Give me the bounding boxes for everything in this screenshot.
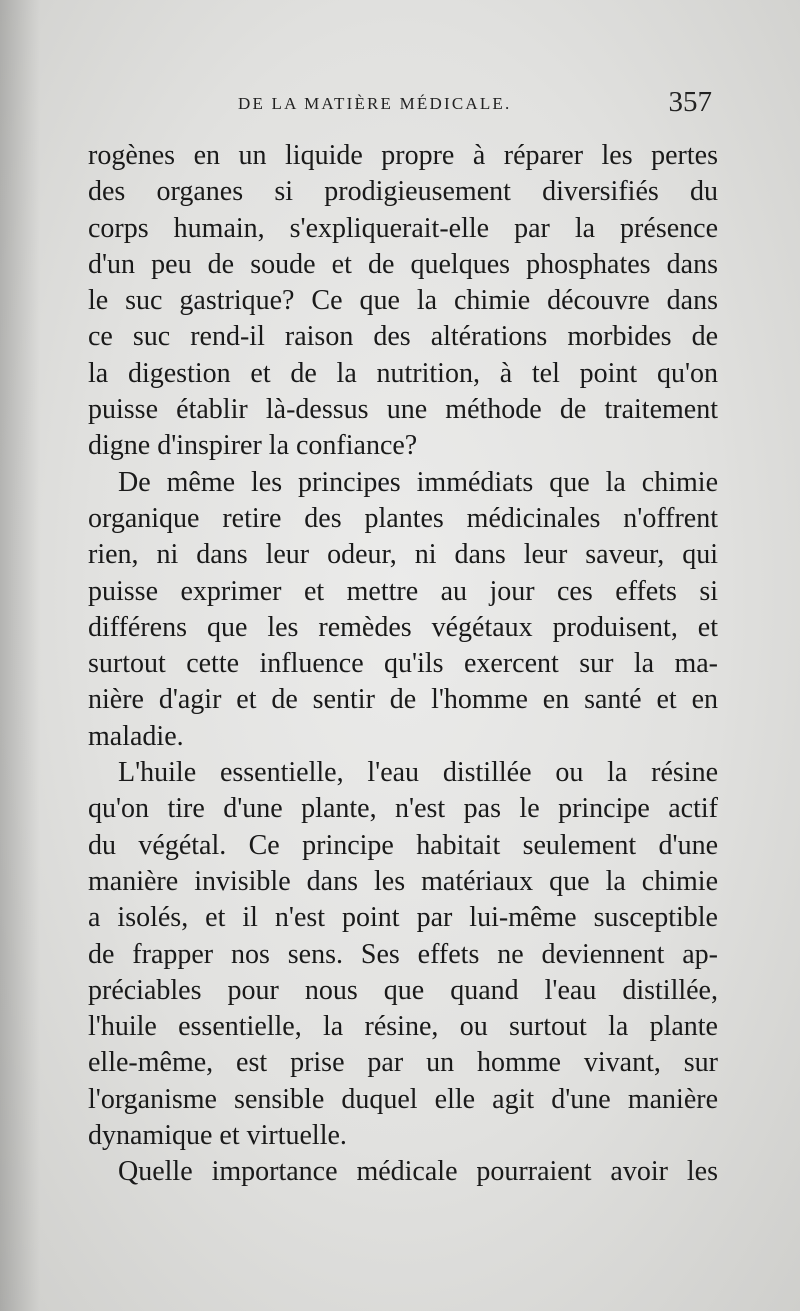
page-header: [88, 88, 712, 128]
text-line: nière d'agir et de sentir de l'homme en santé et en: [88, 684, 718, 716]
text-line: l'organisme sensible duquel elle agit d'une manière: [88, 1083, 718, 1115]
text-line: des organes si prodigieusement diversifiés du: [88, 176, 718, 208]
text-line: organique retire des plantes médicinales n'offrent: [88, 502, 718, 534]
text-line: manière invisible dans les matériaux que la chimie: [88, 865, 718, 897]
text-line: a isolés, et il n'est point par lui-même susceptible: [88, 902, 718, 934]
text-line: qu'on tire d'une plante, n'est pas le principe actif: [88, 793, 718, 825]
text-line: surtout cette influence qu'ils exercent sur la ma-: [88, 648, 718, 680]
text-line: rogènes en un liquide propre à réparer les pertes: [88, 140, 718, 171]
text-line: De même les principes immédiats que la chimie: [118, 466, 718, 498]
page-number: 357: [668, 86, 712, 118]
text-line: Quelle importance médicale pourraient avoir les: [118, 1156, 718, 1188]
text-line: L'huile essentielle, l'eau distillée ou la résine: [118, 757, 718, 789]
text-line: dynamique et virtuelle.: [88, 1120, 347, 1152]
text-line: maladie.: [88, 720, 184, 752]
text-line: ce suc rend-il raison des altérations morbides de: [88, 321, 718, 353]
text-line: différens que les remèdes végétaux produisent, et: [88, 611, 718, 643]
text-line: rien, ni dans leur odeur, ni dans leur saveur, qui: [88, 539, 718, 571]
running-title: DE LA MATIÈRE MÉDICALE.: [238, 94, 512, 113]
text-line: corps humain, s'expliquerait-elle par la présence: [88, 212, 718, 244]
text-line: d'un peu de soude et de quelques phosphates dans: [88, 248, 718, 280]
text-line: digne d'inspirer la confiance?: [88, 430, 418, 462]
body-text: [88, 138, 718, 1191]
text-line: puisse exprimer et mettre au jour ces effets si: [88, 575, 718, 607]
text-line: le suc gastrique? Ce que la chimie découvre dans: [88, 285, 718, 317]
text-line: du végétal. Ce principe habitait seulement d'une: [88, 829, 718, 861]
text-line: puisse établir là-dessus une méthode de traitement: [88, 394, 718, 426]
text-line: préciables pour nous que quand l'eau distillée,: [88, 974, 718, 1006]
text-line: la digestion et de la nutrition, à tel point qu'on: [88, 357, 718, 389]
text-line: elle-même, est prise par un homme vivant, sur: [88, 1047, 718, 1079]
text-line: l'huile essentielle, la résine, ou surtout la plante: [88, 1011, 718, 1043]
text-line: de frapper nos sens. Ses effets ne deviennent ap-: [88, 938, 718, 970]
